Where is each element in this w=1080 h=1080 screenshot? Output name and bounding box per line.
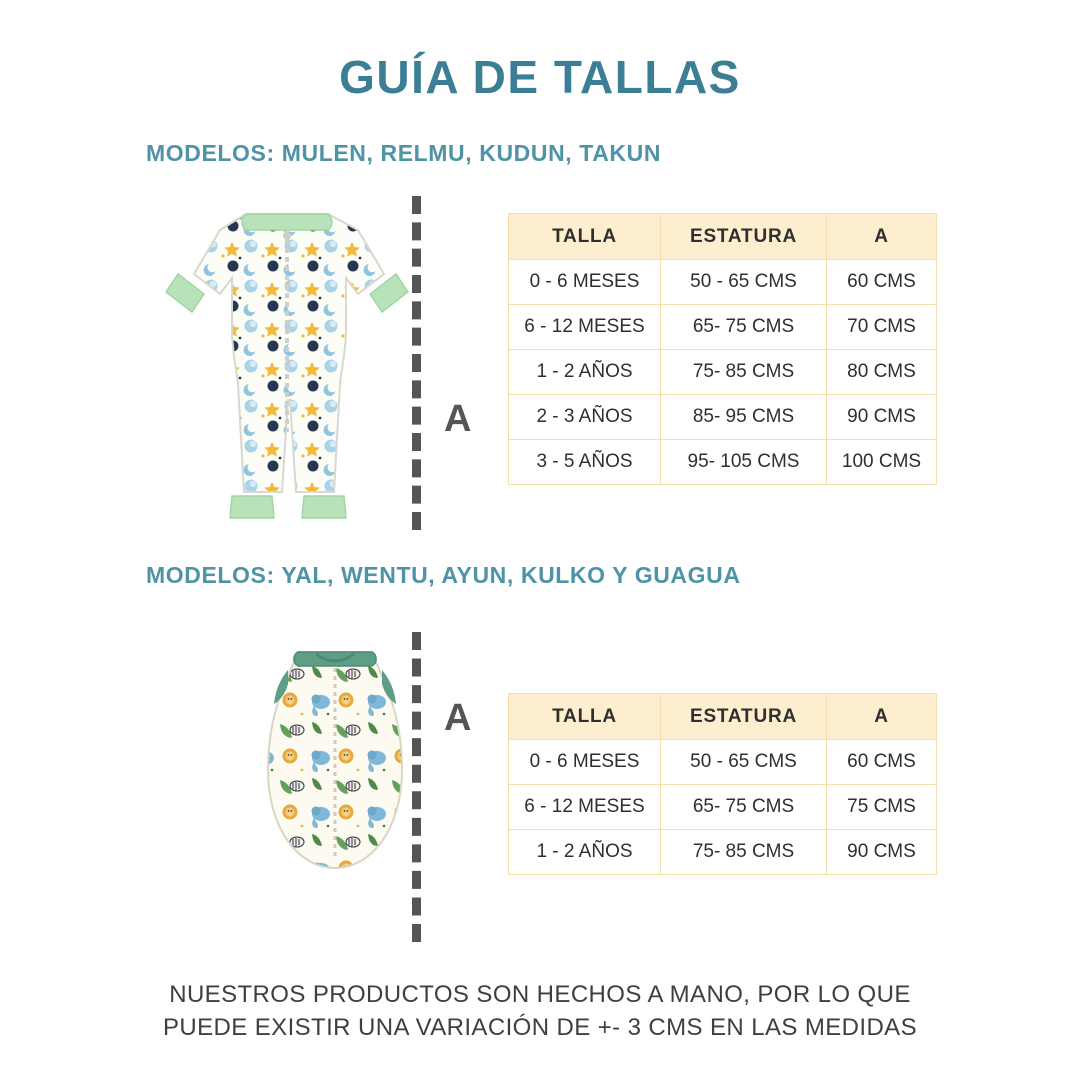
cell-talla: 1 - 2 AÑOS <box>509 350 661 395</box>
column-header-a: A <box>827 694 937 740</box>
cell-estatura: 75- 85 CMS <box>661 830 827 875</box>
cell-estatura: 85- 95 CMS <box>661 395 827 440</box>
table-row <box>509 740 937 785</box>
cell-estatura: 95- 105 CMS <box>661 440 827 485</box>
column-header-talla: TALLA <box>509 694 661 740</box>
cell-talla: 2 - 3 AÑOS <box>509 395 661 440</box>
cell-talla: 6 - 12 MESES <box>509 305 661 350</box>
footer-line-1: NUESTROS PRODUCTOS SON HECHOS A MANO, POR LO QUE <box>169 981 911 1008</box>
section-heading-models-2: MODELOS: YAL, WENTU, AYUN, KULKO Y GUAGUA <box>146 562 741 588</box>
footer-line-2: PUEDE EXISTIR UNA VARIACIÓN DE +- 3 CMS EN LAS MEDIDAS <box>163 1014 917 1041</box>
column-header-estatura: ESTATURA <box>661 214 827 260</box>
table-header-row <box>509 694 937 740</box>
size-table-2 <box>508 693 937 875</box>
table-row <box>509 785 937 830</box>
section-heading-models-1: MODELOS: MULEN, RELMU, KUDUN, TAKUN <box>146 140 662 166</box>
cell-a: 70 CMS <box>827 305 937 350</box>
table-row <box>509 260 937 305</box>
cell-talla: 6 - 12 MESES <box>509 785 661 830</box>
cell-a: 80 CMS <box>827 350 937 395</box>
table-row <box>509 440 937 485</box>
cell-a: 60 CMS <box>827 740 937 785</box>
cell-estatura: 65- 75 CMS <box>661 305 827 350</box>
cell-estatura: 75- 85 CMS <box>661 350 827 395</box>
table-header-row <box>509 214 937 260</box>
cell-talla: 3 - 5 AÑOS <box>509 440 661 485</box>
measure-label-a-1: A <box>444 398 472 440</box>
table-row <box>509 830 937 875</box>
column-header-talla: TALLA <box>509 214 661 260</box>
cell-a: 90 CMS <box>827 830 937 875</box>
measure-label-a-2: A <box>444 697 472 739</box>
table-row <box>509 350 937 395</box>
column-header-estatura: ESTATURA <box>661 694 827 740</box>
cell-estatura: 65- 75 CMS <box>661 785 827 830</box>
table-row <box>509 395 937 440</box>
cell-estatura: 50 - 65 CMS <box>661 260 827 305</box>
size-table-1 <box>508 213 937 485</box>
cell-a: 90 CMS <box>827 395 937 440</box>
table-row <box>509 305 937 350</box>
page-title: GUÍA DE TALLAS <box>339 51 741 103</box>
measure-line-a-2 <box>412 632 421 942</box>
cell-a: 100 CMS <box>827 440 937 485</box>
product-image-pajama <box>162 196 412 536</box>
cell-talla: 0 - 6 MESES <box>509 260 661 305</box>
product-image-sleeping-bag <box>250 630 420 948</box>
cell-talla: 0 - 6 MESES <box>509 740 661 785</box>
column-header-a: A <box>827 214 937 260</box>
footer-note <box>0 978 1080 1044</box>
measure-line-a-1 <box>412 196 421 530</box>
cell-a: 60 CMS <box>827 260 937 305</box>
cell-a: 75 CMS <box>827 785 937 830</box>
cell-talla: 1 - 2 AÑOS <box>509 830 661 875</box>
cell-estatura: 50 - 65 CMS <box>661 740 827 785</box>
